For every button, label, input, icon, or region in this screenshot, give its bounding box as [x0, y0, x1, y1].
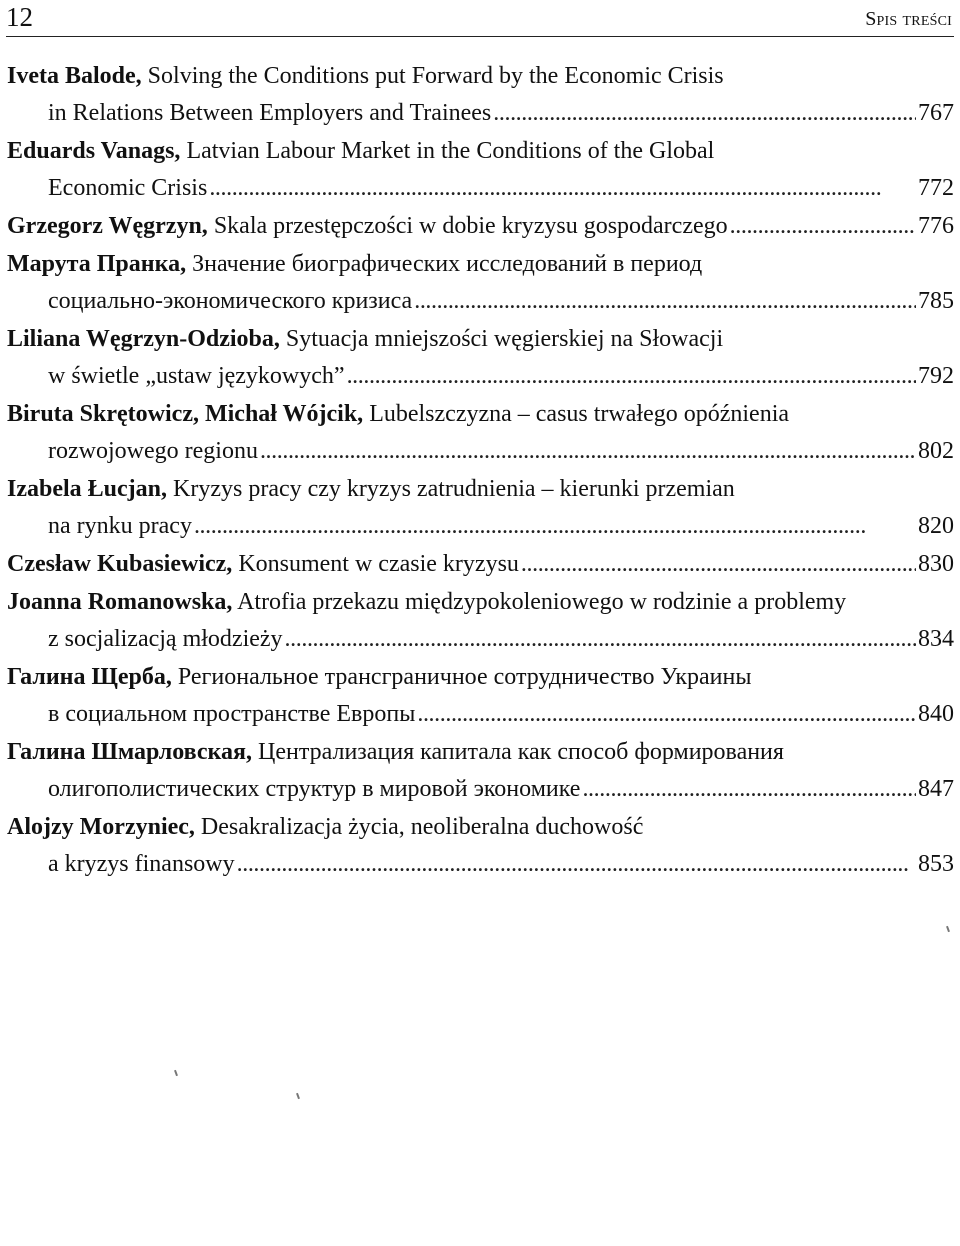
- toc-entry-last-line: [7, 508, 954, 545]
- dot-leader: [417, 696, 916, 733]
- dot-leader: [521, 546, 916, 583]
- dot-leader: [582, 771, 916, 808]
- toc-entry-first-line: [7, 584, 954, 621]
- dot-leader: [730, 208, 916, 245]
- toc-author: Галина Щерба,: [7, 664, 172, 690]
- toc-author: Марута Пранка,: [7, 251, 187, 277]
- toc-entry: [7, 321, 954, 395]
- toc-entry-first-line: [7, 321, 954, 358]
- toc-entry-last-line: [7, 358, 954, 395]
- toc-author: Biruta Skrętowicz, Michał Wójcik,: [7, 401, 364, 427]
- dot-leader: [209, 170, 916, 207]
- toc-entry: [7, 208, 954, 245]
- toc-title: Latvian Labour Market in the Conditions of the Global: [180, 138, 715, 164]
- toc-title-continuation: z socjalizacją młodzieży: [48, 626, 283, 652]
- scan-speck: [946, 926, 950, 932]
- toc-title: Региональное трансграничное сотрудничество Украины: [171, 664, 752, 690]
- toc-title: Kryzys pracy czy kryzys zatrudnienia – kierunki przemian: [167, 476, 735, 502]
- toc-entry: [7, 546, 954, 583]
- toc-entry-first-line: [7, 133, 954, 170]
- running-head: Spis treści: [865, 8, 952, 30]
- toc-title-continuation: in Relations Between Employers and Trainees: [48, 100, 492, 126]
- toc-entry-last-line: [7, 696, 954, 733]
- toc-page-number: 820: [918, 513, 954, 539]
- toc-page-number: 776: [918, 213, 954, 239]
- dot-leader: [285, 621, 916, 658]
- toc-author: Liliana Węgrzyn-Odzioba,: [7, 326, 280, 352]
- toc-title: Atrofia przekazu międzypokoleniowego w rodzinie a problemy: [232, 589, 847, 615]
- toc-entry-last-line: [7, 621, 954, 658]
- toc-title-continuation: в социальном пространстве Европы: [48, 701, 416, 727]
- toc-entry-first-line: [7, 734, 954, 771]
- dot-leader: [414, 283, 916, 320]
- toc-entry-last-line: [7, 283, 954, 320]
- toc-page-number: 802: [918, 438, 954, 464]
- toc-title: Skala przestępczości w dobie kryzysu gospodarczego: [207, 213, 728, 239]
- page-header: [6, 0, 954, 37]
- toc-title: Централизация капитала как способ формирования: [252, 739, 784, 765]
- page-number: 12: [6, 2, 33, 32]
- toc-entry-last-line: [7, 95, 954, 132]
- toc-entry-first-line: [7, 396, 954, 433]
- toc-entry: [7, 246, 954, 320]
- toc-title-continuation: Economic Crisis: [48, 175, 208, 201]
- toc-page-number: 772: [918, 175, 954, 201]
- toc-title-continuation: олигополистических структур в мировой экономике: [48, 776, 581, 802]
- scan-speck: [174, 1070, 178, 1076]
- toc-entry-first-line: [7, 471, 954, 508]
- toc-page-number: 847: [918, 776, 954, 802]
- toc-entry-last-line: [7, 170, 954, 207]
- toc-author: Eduards Vanags,: [7, 138, 181, 164]
- dot-leader: [347, 358, 916, 395]
- toc-title-continuation: a kryzys finansowy: [48, 851, 235, 877]
- toc-author: Alojzy Morzyniec,: [7, 814, 195, 840]
- toc-entry-last-line: [7, 208, 954, 245]
- toc-page-number: 767: [918, 100, 954, 126]
- toc-entry: [7, 396, 954, 470]
- toc-author: Iveta Balode,: [7, 63, 142, 89]
- toc-entry: [7, 584, 954, 658]
- toc-author: Czesław Kubasiewicz,: [7, 551, 233, 577]
- toc-entry-last-line: [7, 846, 954, 883]
- toc-entry: [7, 659, 954, 733]
- dot-leader: [260, 433, 916, 470]
- toc-title: Sytuacja mniejszości węgierskiej na Słowacji: [279, 326, 724, 352]
- toc-title-continuation: na rynku pracy: [48, 513, 192, 539]
- dot-leader: [493, 95, 916, 132]
- toc-title-continuation: социально-экономического кризиса: [48, 288, 413, 314]
- toc-page-number: 792: [918, 363, 954, 389]
- toc-entry: [7, 133, 954, 207]
- toc-page-number: 853: [918, 851, 954, 877]
- toc-author: Joanna Romanowska,: [7, 589, 233, 615]
- toc-entry-first-line: [7, 809, 954, 846]
- toc-author: Галина Шмарловская,: [7, 739, 253, 765]
- toc-entry-first-line: [7, 246, 954, 283]
- toc-entry: [7, 734, 954, 808]
- toc-page-number: 840: [918, 701, 954, 727]
- toc-entry-first-line: [7, 58, 954, 95]
- toc-entry: [7, 809, 954, 883]
- toc-author: Izabela Łucjan,: [7, 476, 168, 502]
- toc-entry-last-line: [7, 771, 954, 808]
- toc-entry: [7, 58, 954, 132]
- toc-title: Значение биографических исследований в период: [186, 251, 703, 277]
- toc-title-continuation: w świetle „ustaw językowych”: [48, 363, 345, 389]
- toc-entry-last-line: [7, 546, 954, 583]
- toc-author: Grzegorz Węgrzyn,: [7, 213, 208, 239]
- toc-title: Konsument w czasie kryzysu: [232, 551, 519, 577]
- toc-page-number: 785: [918, 288, 954, 314]
- toc-page-number: 830: [918, 551, 954, 577]
- toc-title-continuation: rozwojowego regionu: [48, 438, 258, 464]
- toc-entry-first-line: [7, 659, 954, 696]
- toc-title: Lubelszczyzna – casus trwałego opóźnienia: [363, 401, 790, 427]
- toc-entry: [7, 471, 954, 545]
- toc-title: Solving the Conditions put Forward by the Economic Crisis: [141, 63, 724, 89]
- scan-speck: [296, 1093, 300, 1099]
- toc-page-number: 834: [918, 626, 954, 652]
- toc-entry-last-line: [7, 433, 954, 470]
- dot-leader: [194, 508, 916, 545]
- table-of-contents: [7, 58, 954, 884]
- toc-title: Desakralizacja życia, neoliberalna duchowość: [194, 814, 644, 840]
- dot-leader: [237, 846, 916, 883]
